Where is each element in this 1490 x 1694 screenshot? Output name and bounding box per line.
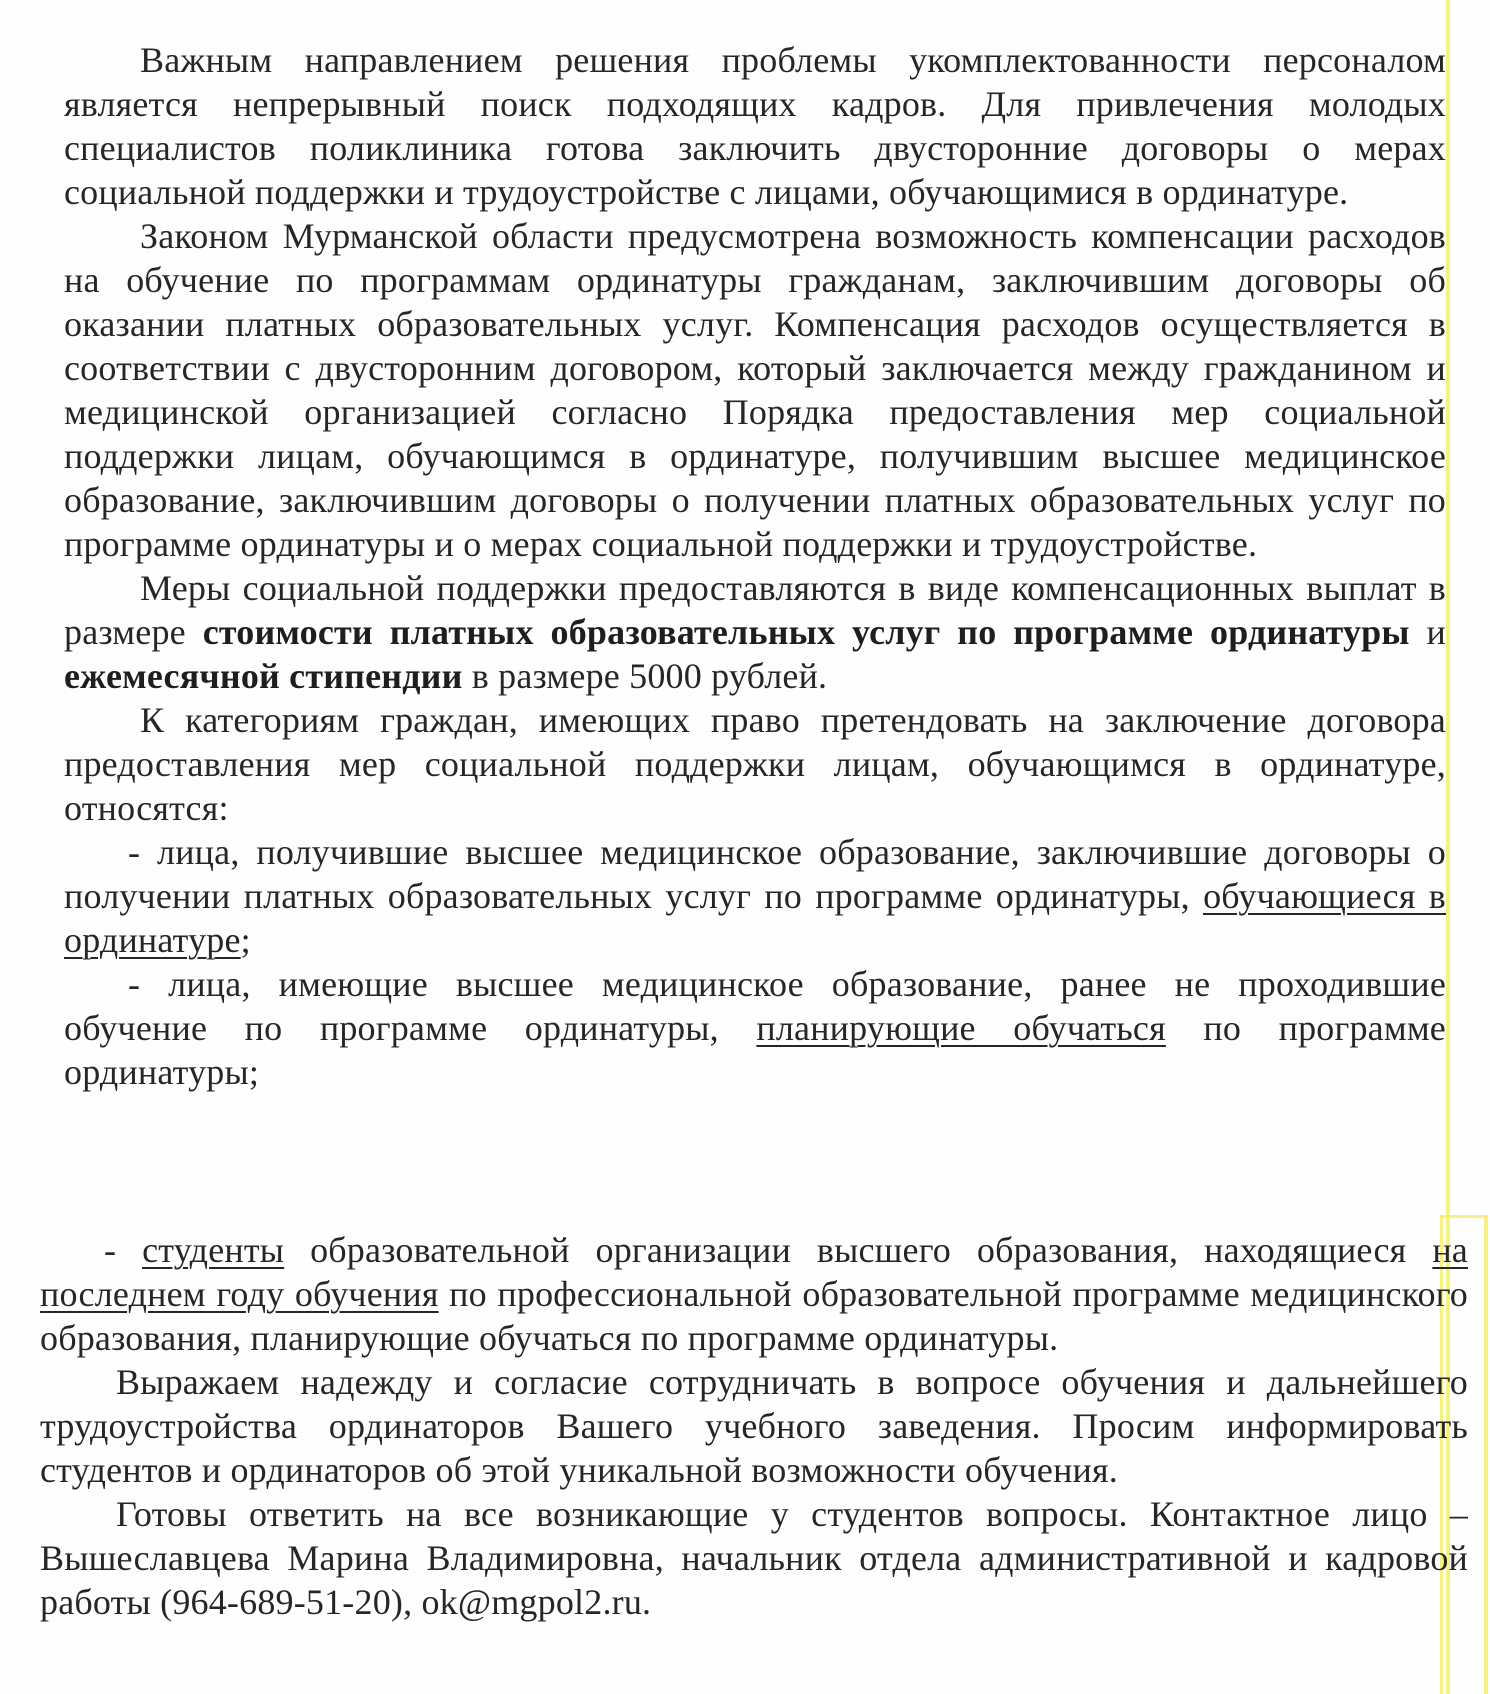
list-item-planning-text: - лица, имеющие высшее медицинское образование, ранее не проходившие обучение по программе ординатуры, xyxy=(64,964,1446,1048)
list-item-students-underlined: студенты xyxy=(142,1230,285,1270)
support-text-amount: в размере 5000 рублей. xyxy=(462,656,828,696)
paragraph-staffing: Важным направлением решения проблемы укомплектованности персоналом является непрерывный поиск подходящих кадров. Для привлечения молодых специалистов поликлиника готова заключить двусторонние договоры о мерах социальной поддержки и трудоустройстве с лицами, обучающимися в ординатуре. xyxy=(64,40,1446,212)
paragraph-support-measures xyxy=(64,566,1446,698)
paragraph-compensation-law: Законом Мурманской области предусмотрена возможность компенсации расходов на обучение по программам ординатуры гражданам, заключившим договоры об оказании платных образовательных услуг. Компенсация расходов осуществляется в соответствии с двусторонним договором, который заключается между гражданином и медицинской организацией согласно Порядка предоставления мер социальной поддержки лицам, обучающимся в ординатуре, получившим высшее медицинское образование, заключившим договоры о получении платных образовательных услуг по программе ординатуры и о мерах социальной поддержки и трудоустройстве. xyxy=(64,216,1446,564)
list-item-residents-end: ; xyxy=(240,920,251,960)
paragraph-categories: К категориям граждан, имеющих право претендовать на заключение договора предоставления мер социальной поддержки лицам, обучающимся в ординатуре, относятся: xyxy=(64,700,1446,828)
letter-body-lower xyxy=(40,1228,1468,1624)
list-item-residents-underlined: обучающиеся в ординатуре xyxy=(64,876,1447,960)
paragraph-cooperation: Выражаем надежду и согласие сотрудничать в вопросе обучения и дальнейшего трудоустройства ординаторов Вашего учебного заведения. Просим информировать студентов и ординаторов об этой уникальной возможности обучения. xyxy=(40,1362,1468,1490)
list-item-students-final-year: на последнем году обучения xyxy=(40,1230,1468,1314)
list-item-planning-underlined: планирующие обучаться xyxy=(756,1008,1166,1048)
list-item-residents xyxy=(64,830,1446,962)
list-item-planning-end: по программе ординатуры; xyxy=(64,1008,1446,1092)
list-item-residents-text: - лица, получившие высшее медицинское образование, заключившие договоры о получении платных образовательных услуг по программе ординатуры, xyxy=(64,832,1446,916)
support-text-start: Меры социальной поддержки предоставляются в виде компенсационных выплат в размере xyxy=(64,568,1446,652)
highlighter-mark-box-right xyxy=(1484,1215,1488,1694)
list-item-students xyxy=(40,1228,1468,1360)
support-cost-bold: стоимости платных образовательных услуг по программе ординатуры xyxy=(202,612,1410,652)
support-stipend-bold: ежемесячной стипендии xyxy=(64,656,463,696)
list-item-planning xyxy=(64,962,1446,1094)
paragraph-contact: Готовы ответить на все возникающие у студентов вопросы. Контактное лицо – Вышеславцева Марина Владимировна, начальник отдела административной и кадровой работы (964-689-51-20), ok@mgpol2.ru. xyxy=(40,1494,1468,1622)
highlighter-mark-box-top xyxy=(1440,1215,1488,1218)
list-item-students-dash: - xyxy=(104,1230,143,1270)
list-item-students-text: образовательной организации высшего образования, находящиеся xyxy=(284,1230,1433,1270)
list-item-students-end: по профессиональной образовательной программе медицинского образования, планирующие обучаться по программе ординатуры. xyxy=(40,1274,1468,1358)
letter-body-upper xyxy=(64,38,1446,1094)
support-text-and: и xyxy=(1409,612,1446,652)
